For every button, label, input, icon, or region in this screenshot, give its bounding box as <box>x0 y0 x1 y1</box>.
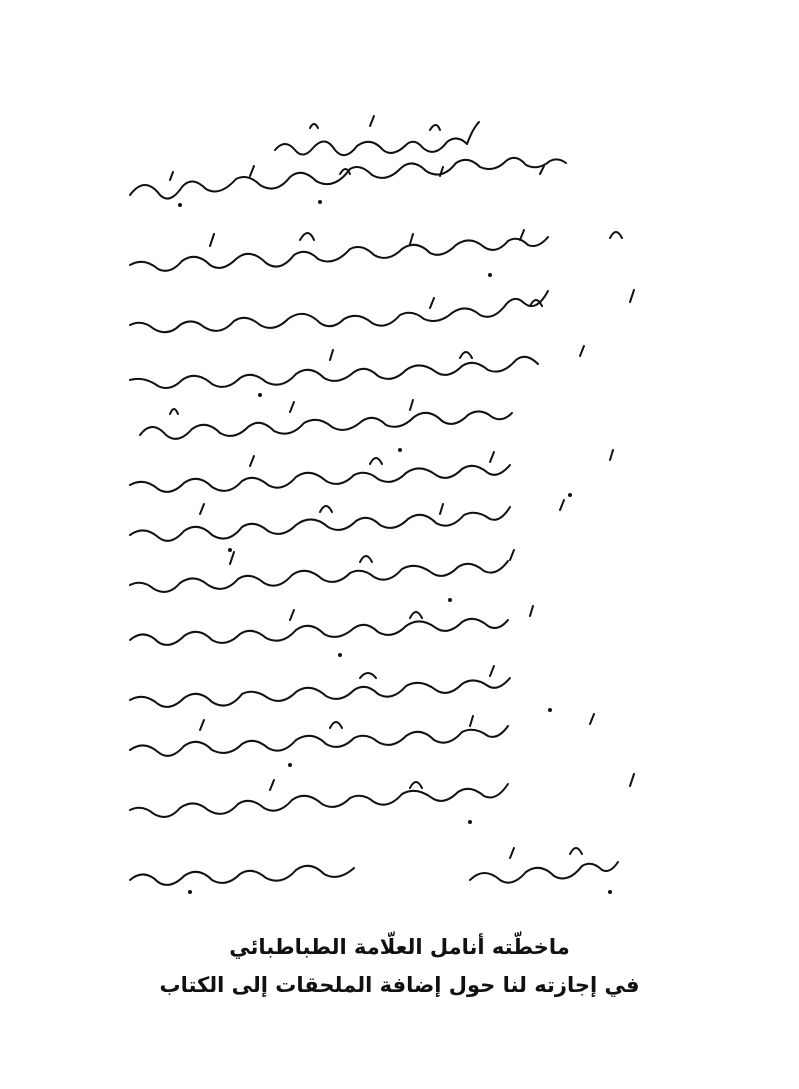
handwritten-manuscript <box>110 110 710 940</box>
caption-subtitle: في إجازته لنا حول إضافة الملحقات إلى الكتاب <box>159 973 640 997</box>
handwriting-image <box>110 110 710 940</box>
caption-title: ماخطّته أنامل العلّامة الطباطبائي <box>229 935 570 959</box>
